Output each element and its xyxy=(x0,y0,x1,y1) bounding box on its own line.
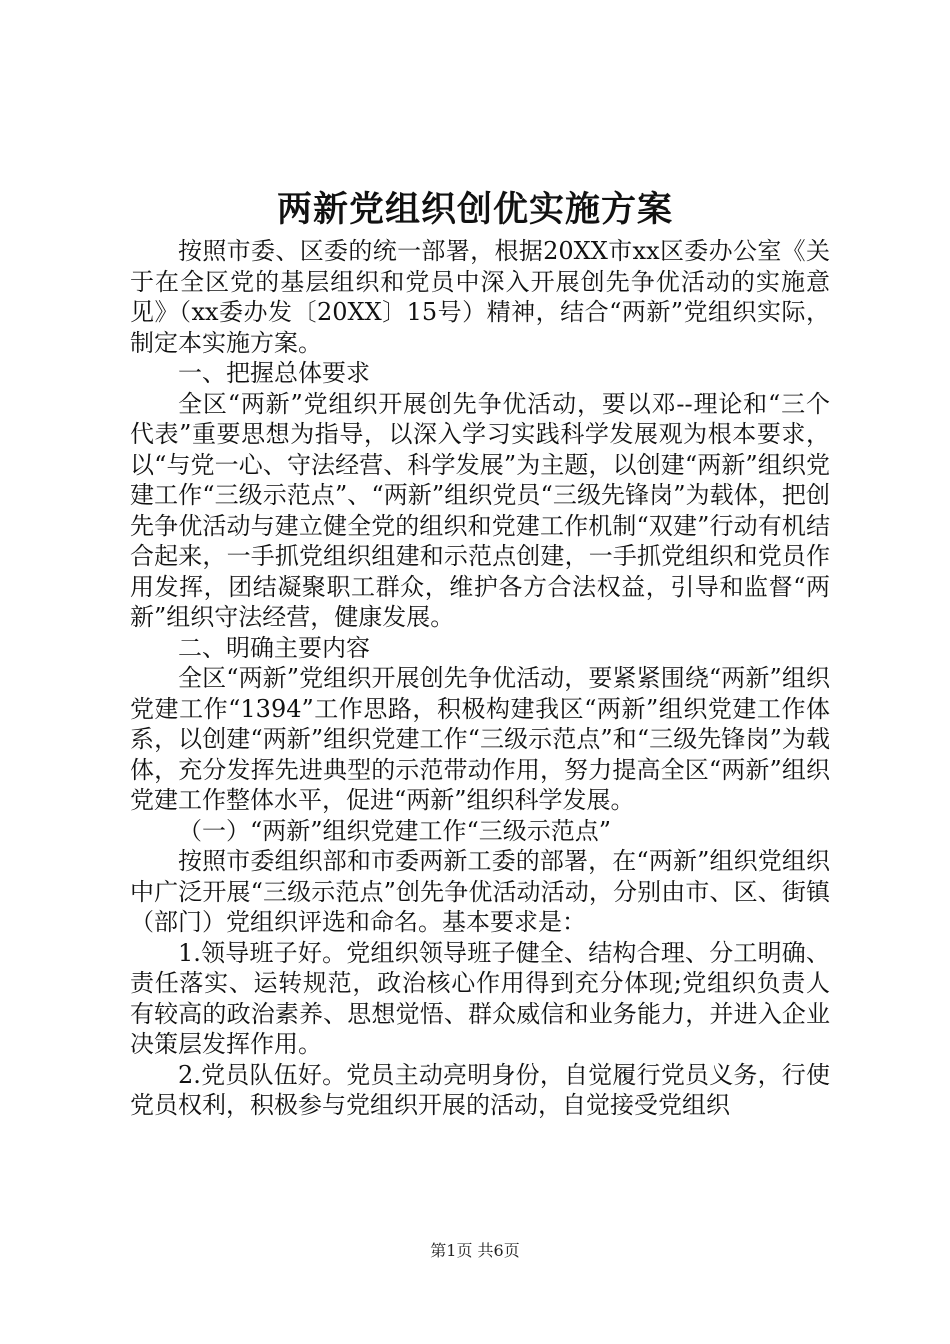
page-number: 第1页 共6页 xyxy=(430,1241,520,1260)
paragraph-item-2: 2.党员队伍好。党员主动亮明身份，自觉履行党员义务，行使党员权利，积极参与党组织开展的活动，自觉接受党组织 xyxy=(130,1060,830,1119)
paragraph-intro: 按照市委、区委的统一部署，根据20XX市xx区委办公室《关于在全区党的基层组织和党员中深入开展创先争优活动的实施意见》（xx委办发〔20XX〕15号）精神，结合“两新”党组织实际，制定本实施方案。 xyxy=(130,237,830,357)
section-heading-1: 一、把握总体要求 xyxy=(178,359,370,387)
subsection-heading-1: （一）“两新”组织党建工作“三级示范点” xyxy=(178,816,612,845)
document-body xyxy=(130,236,830,1121)
document-title: 两新党组织创优实施方案 xyxy=(276,189,673,230)
paragraph-item-1: 1.领导班子好。党组织领导班子健全、结构合理、分工明确、责任落实、运转规范，政治核心作用得到充分体现;党组织负责人有较高的政治素养、思想觉悟、群众威信和业务能力，并进入企业决策层发挥作用。 xyxy=(130,938,830,1058)
paragraph-main-content: 全区“两新”党组织开展创先争优活动，要紧紧围绕“两新”组织党建工作“1394”工作思路，积极构建我区“两新”组织党建工作体系，以创建“两新”组织党建工作“三级示范点”和“三级先锋岗”为载体，充分发挥先进典型的示范带动作用，努力提高全区“两新”组织党建工作整体水平，促进“两新”组织科学发展。 xyxy=(130,664,830,814)
paragraph-demonstration: 按照市委组织部和市委两新工委的部署，在“两新”组织党组织中广泛开展“三级示范点”创先争优活动活动，分别由市、区、街镇（部门）党组织评选和命名。基本要求是： xyxy=(130,847,830,936)
section-heading-2: 二、明确主要内容 xyxy=(178,633,370,662)
paragraph-requirements: 全区“两新”党组织开展创先争优活动，要以邓--理论和“三个代表”重要思想为指导，以深入学习实践科学发展观为根本要求，以“与党一心、守法经营、科学发展”为主题，以创建“两新”组织党建工作“三级示范点”、“两新”组织党员“三级先锋岗”为载体，把创先争优活动与建立健全党的组织和党建工作机制“双建”行动有机结合起来，一手抓党组织组建和示范点创建，一手抓党组织和党员作用发挥，团结凝聚职工群众，维护各方合法权益，引导和监督“两新”组织守法经营，健康发展。 xyxy=(130,389,830,631)
